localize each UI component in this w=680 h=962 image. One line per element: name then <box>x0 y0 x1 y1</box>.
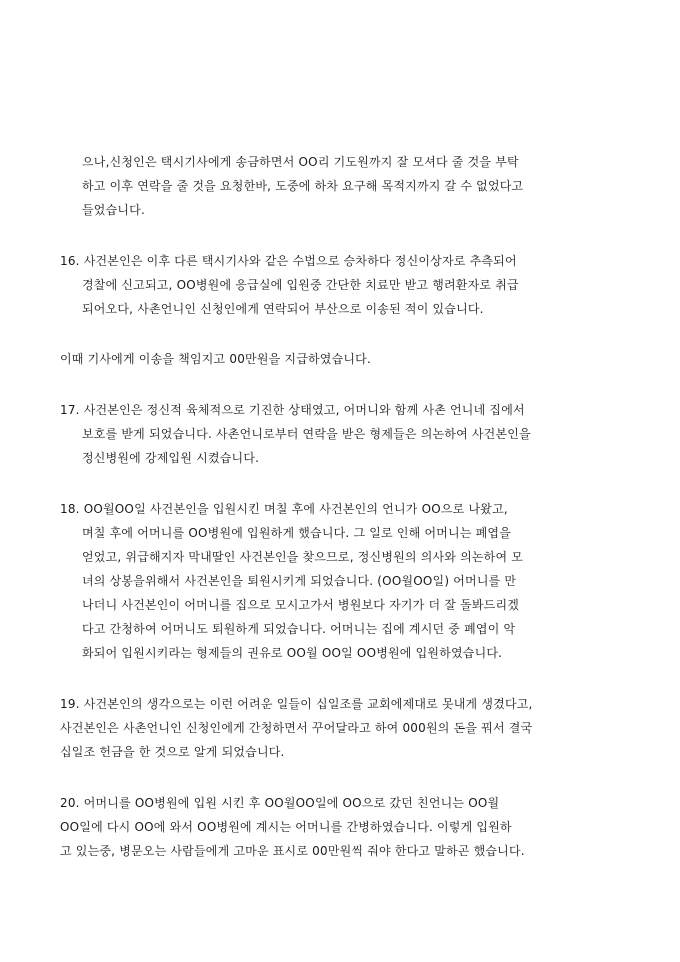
text-line: 보호를 받게 되었습니다. 사촌언니로부터 연락을 받은 형제들은 의논하여 사건본인을 <box>82 427 531 441</box>
text-line: OO일에 다시 OO에 와서 OO병원에 계시는 어머니를 간병하였습니다. 이렇게 입원하 <box>60 820 512 834</box>
paragraph-19 <box>60 692 620 764</box>
text-line: 고 있는중, 병문오는 사람들에게 고마운 표시로 00만원씩 줘야 한다고 말하곤 했습니다. <box>60 844 525 858</box>
text-line: 화되어 입원시키라는 형제들의 권유로 OO월 OO일 OO병원에 입원하였습니다. <box>82 646 503 660</box>
paragraph-18 <box>60 497 620 665</box>
text-line: 경찰에 신고되고, OO병원에 응급실에 입원중 간단한 치료만 받고 행려환자로 취급 <box>82 278 519 292</box>
text-line: 정신병원에 강제입원 시켰습니다. <box>82 451 260 465</box>
text-line: 19. 사건본인의 생각으로는 이런 어려운 일들이 십일조를 교회에제대로 못내게 생겼다고, <box>60 697 533 711</box>
paragraph-16 <box>60 249 620 321</box>
text-line: 으나,신청인은 택시기사에게 송금하면서 OO리 기도원까지 잘 모셔다 줄 것을 부탁 <box>82 155 519 169</box>
text-line: 16. 사건본인은 이후 다른 택시기사와 같은 수법으로 승차하다 정신이상자로 추측되어 <box>60 254 517 268</box>
text-line: 사건본인은 사촌언니인 신청인에게 간청하면서 꾸어달라고 하여 000원의 돈을 꿔서 결국 <box>60 721 533 735</box>
paragraph-17 <box>60 398 620 470</box>
text-line: 얻었고, 위급해지자 막내딸인 사건본인을 찾으므로, 정신병원의 의사와 의논하여 모 <box>82 550 524 564</box>
paragraph-note <box>60 347 620 371</box>
text-line: 18. OO월OO일 사건본인을 입원시킨 며칠 후에 사건본인의 언니가 OO으로 나왔고, <box>60 502 508 516</box>
text-line: 20. 어머니를 OO병원에 입원 시킨 후 OO월OO일에 OO으로 갔던 친언니는 OO월 <box>60 796 500 810</box>
text-line: 17. 사건본인은 정신적 육체적으로 기진한 상태였고, 어머니와 함께 사촌 언니네 집에서 <box>60 403 525 417</box>
text-line: 며칠 후에 어머니를 OO병원에 입원하게 했습니다. 그 일로 인해 어머니는 폐엽을 <box>82 526 512 540</box>
text-line: 십일조 헌금을 한 것으로 알게 되었습니다. <box>60 745 285 759</box>
text-line: 나더니 사건본인이 어머니를 집으로 모시고가서 병원보다 자기가 더 잘 돌봐드리겠 <box>82 598 520 612</box>
text-line: 녀의 상봉을위해서 사건본인을 퇴원시키게 되었습니다. (OO월OO일) 어머니를 만 <box>82 574 517 588</box>
text-line: 하고 이후 연락을 줄 것을 요청한바, 도중에 하차 요구해 목적지까지 갈 수 없었다고 <box>82 179 524 193</box>
text-line: 들었습니다. <box>82 203 145 217</box>
paragraph-20 <box>60 791 620 863</box>
paragraph-continuation <box>60 150 620 222</box>
text-line: 다고 간청하여 어머니도 퇴원하게 되었습니다. 어머니는 집에 계시던 중 폐엽이 악 <box>82 622 516 636</box>
text-line: 이때 기사에게 이송을 책임지고 00만원을 지급하였습니다. <box>60 352 371 366</box>
text-line: 되어오다, 사촌언니인 신청인에게 연락되어 부산으로 이송된 적이 있습니다. <box>82 302 484 316</box>
